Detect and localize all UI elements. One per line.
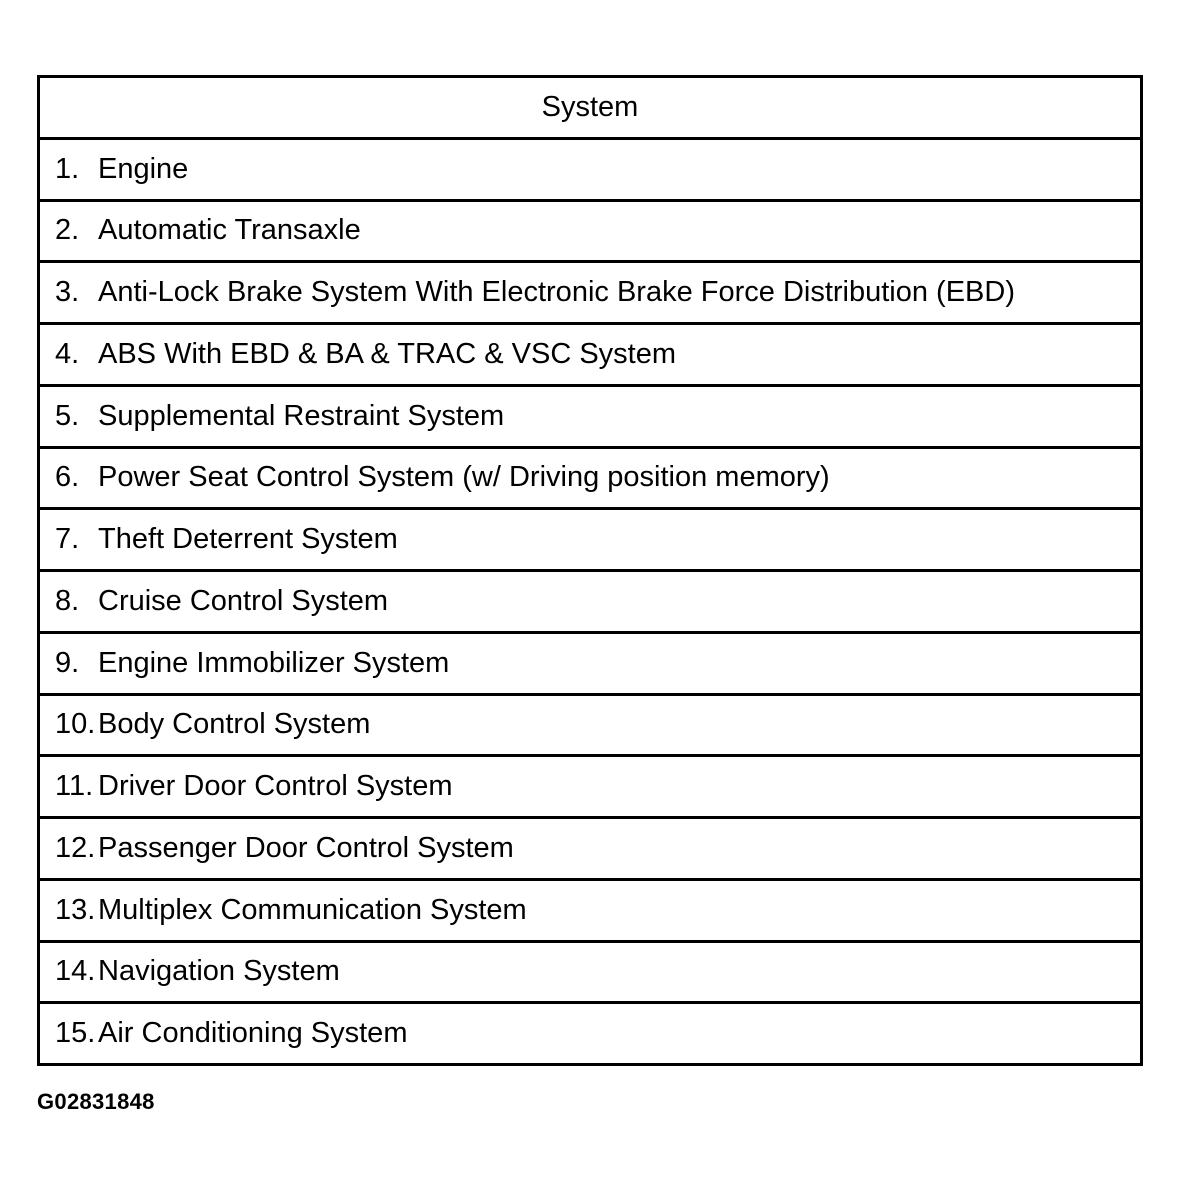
row-number: 10. — [55, 708, 96, 741]
row-label: ABS With EBD & BA & TRAC & VSC System — [98, 337, 677, 370]
table-row — [40, 631, 1140, 693]
row-number: 14. — [55, 955, 96, 988]
row-label: Driver Door Control System — [98, 770, 453, 803]
row-label: Power Seat Control System (w/ Driving position memory) — [98, 461, 830, 494]
figure-code: G02831848 — [37, 1089, 155, 1114]
row-label: Theft Deterrent System — [98, 523, 398, 556]
row-number: 13. — [55, 893, 96, 926]
table-row — [40, 816, 1140, 878]
table-header — [40, 78, 1140, 137]
row-number: 7. — [55, 523, 80, 556]
row-number: 15. — [55, 1017, 96, 1050]
row-label: Navigation System — [98, 955, 340, 988]
table-row — [40, 878, 1140, 940]
row-number: 8. — [55, 584, 80, 617]
table-row — [40, 322, 1140, 384]
row-label: Supplemental Restraint System — [98, 399, 505, 432]
table-row — [40, 693, 1140, 755]
table-row — [40, 940, 1140, 1002]
row-number: 12. — [55, 831, 96, 864]
row-label: Body Control System — [98, 708, 371, 741]
header-label: System — [541, 90, 639, 123]
row-label: Cruise Control System — [98, 584, 389, 617]
row-number: 9. — [55, 646, 80, 679]
row-number: 1. — [55, 152, 80, 185]
row-number: 4. — [55, 337, 80, 370]
row-number: 6. — [55, 461, 80, 494]
row-label: Engine Immobilizer System — [98, 646, 450, 679]
table-row — [40, 384, 1140, 446]
table-row — [40, 199, 1140, 261]
row-number: 2. — [55, 214, 80, 247]
row-label: Automatic Transaxle — [98, 214, 361, 247]
systems-table — [37, 75, 1143, 1066]
table-row — [40, 137, 1140, 199]
row-label: Multiplex Communication System — [98, 893, 527, 926]
table-row — [40, 446, 1140, 508]
table-row — [40, 569, 1140, 631]
row-label: Engine — [98, 152, 189, 185]
row-number: 11. — [55, 770, 94, 803]
table-row — [40, 507, 1140, 569]
table-row — [40, 754, 1140, 816]
row-label: Air Conditioning System — [98, 1017, 408, 1050]
row-label: Anti-Lock Brake System With Electronic Brake Force Distribution (EBD) — [98, 276, 1015, 309]
table-row — [40, 260, 1140, 322]
row-number: 5. — [55, 399, 80, 432]
row-number: 3. — [55, 276, 80, 309]
row-label: Passenger Door Control System — [98, 831, 514, 864]
table-row — [40, 1001, 1140, 1063]
